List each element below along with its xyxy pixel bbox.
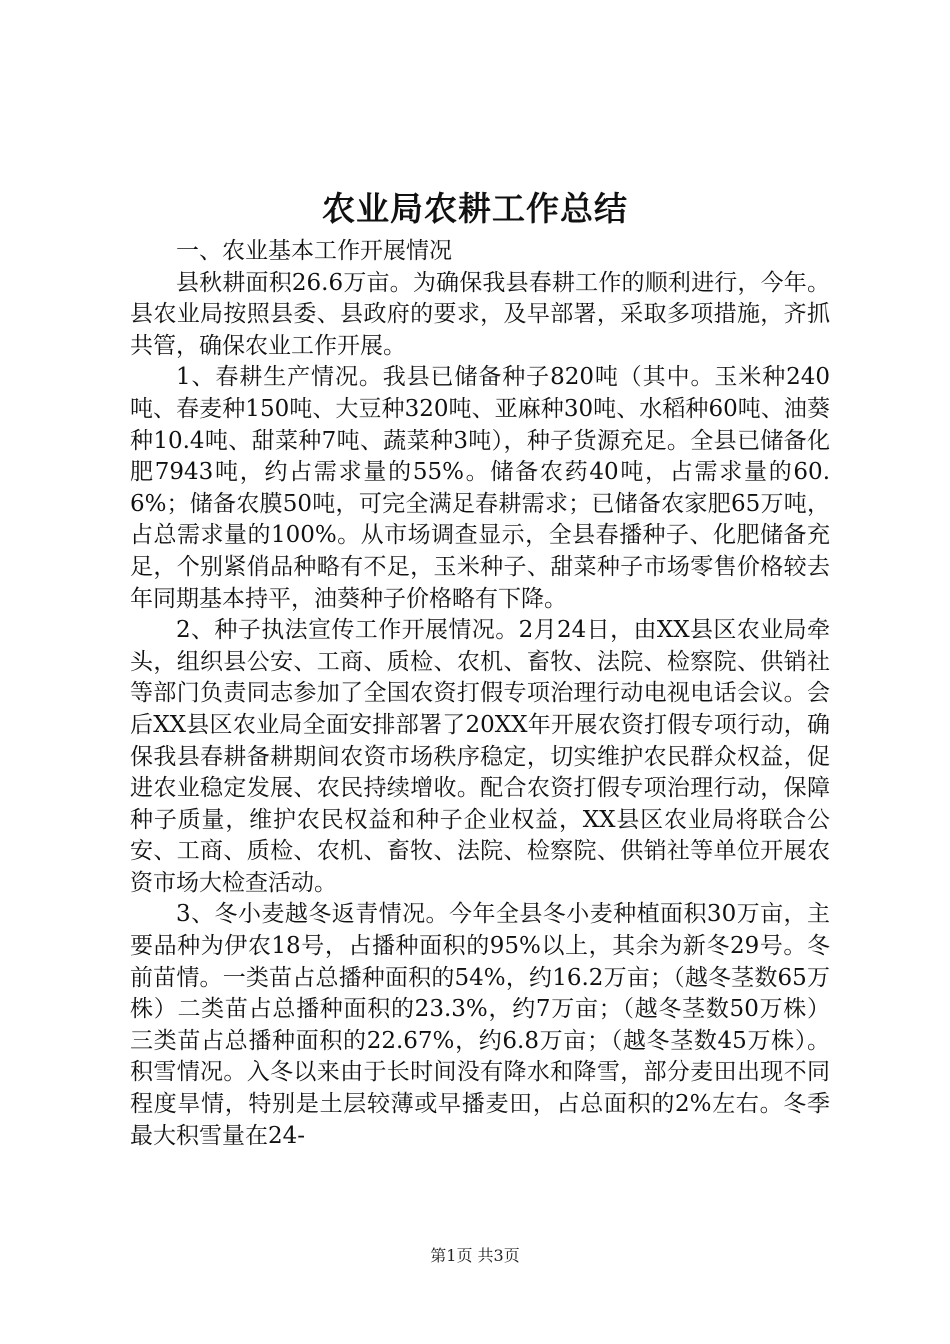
paragraph-winter-wheat: 3、冬小麦越冬返青情况。今年全县冬小麦种植面积30万亩，主要品种为伊农18号，占播种面积的95%以上，其余为新冬29号。冬前苗情。一类苗占总播种面积的54%，约16.2万亩；（越冬茎数65万株）二类苗占总播种面积的23.3%，约7万亩；（越冬茎数50万株）三类苗占总播种面积的22.67%，约6.8万亩；（越冬茎数45万株）。积雪情况。入冬以来由于长时间没有降水和降雪，部分麦田出现不同程度旱情，特别是土层较薄或早播麦田，占总面积的2%左右。冬季最大积雪量在24- <box>130 901 830 1149</box>
paragraph-seed-enforcement: 2、种子执法宣传工作开展情况。2月24日，由XX县区农业局牵头，组织县公安、工商、质检、农机、畜牧、法院、检察院、供销社等部门负责同志参加了全国农资打假专项治理行动电视电话会议。会后XX县区农业局全面安排部署了20XX年开展农资打假专项行动，确保我县春耕备耕期间农资市场秩序稳定，切实维护农民群众权益，促进农业稳定发展、农民持续增收。配合农资打假专项治理行动，保障种子质量，维护农民权益和种子企业权益，XX县区农业局将联合公安、工商、质检、农机、畜牧、法院、检察院、供销社等单位开展农资市场大检查活动。 <box>130 617 831 896</box>
paragraph-spring-plowing: 1、春耕生产情况。我县已储备种子820吨（其中。玉米种240吨、春麦种150吨、大豆种320吨、亚麻种30吨、水稻种60吨、油葵种10.4吨、甜菜种7吨、蔬菜种3吨），种子货源充足。全县已储备化肥7943吨，约占需求量的55%。储备农药40吨，占需求量的60.6%；储备农膜50吨，可完全满足春耕需求；已储备农家肥65万吨，占总需求量的100%。从市场调查显示，全县春播种子、化肥储备充足，个别紧俏品种略有不足，玉米种子、甜菜种子市场零售价格较去年同期基本持平，油葵种子价格略有下降。 <box>130 364 830 612</box>
paragraph-intro: 县秋耕面积26.6万亩。为确保我县春耕工作的顺利进行，今年。县农业局按照县委、县政府的要求，及早部署，采取多项措施，齐抓共管，确保农业工作开展。 <box>130 269 830 359</box>
document-body <box>130 236 830 1152</box>
page-footer: 第1页 共3页 <box>430 1246 520 1265</box>
document-title: 农业局农耕工作总结 <box>322 189 628 228</box>
section-heading: 一、农业基本工作开展情况 <box>176 238 452 264</box>
